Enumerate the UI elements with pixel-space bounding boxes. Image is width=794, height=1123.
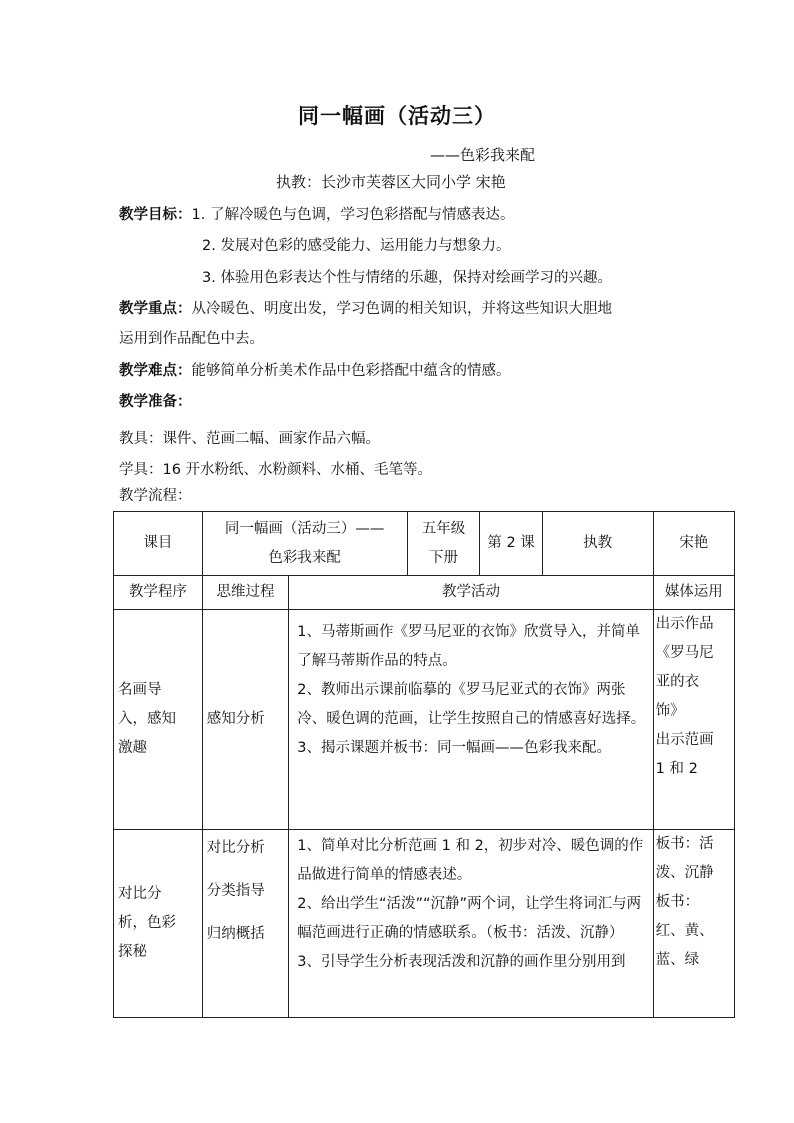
media-line: 出示范画: [655, 732, 714, 748]
lesson-number-cell: 第 2 课: [480, 512, 542, 576]
subject-line-2: 色彩我来配: [268, 549, 341, 566]
procedure-cell: [114, 610, 203, 830]
thinking-line: 对比分析: [206, 840, 265, 856]
media-cell: [653, 830, 734, 1018]
media-cell: [653, 610, 734, 830]
media-line: 泼、沉静: [655, 865, 714, 881]
key-point-line-2: 运用到作品配色中去。: [119, 331, 264, 347]
grade-cell: [407, 512, 480, 576]
goal-line-1: [119, 203, 514, 224]
media-line: 《罗马尼: [655, 645, 714, 661]
procedure-line: 析，色彩: [118, 915, 176, 931]
teach-label-cell: 执教: [542, 512, 653, 576]
lesson-table: [113, 511, 735, 1018]
thinking-cell: [202, 830, 289, 1018]
activities-cell: [289, 830, 653, 1018]
media-line: 1 和 2: [655, 761, 698, 777]
header-thinking: 思维过程: [202, 576, 289, 610]
media-line: 亚的衣: [655, 674, 700, 690]
procedure-cell: [114, 830, 203, 1018]
procedure-line: 激趣: [118, 740, 147, 756]
header-media: 媒体运用: [653, 576, 734, 610]
key-point-text: 从冷暖色、明度出发，学习色调的相关知识，并将这些知识大胆地: [191, 301, 612, 317]
goal-item-1: 1. 了解冷暖色与色调，学习色彩搭配与情感表达。: [191, 207, 515, 223]
activity-item: 2、给出学生“活泼”“沉静”两个词，让学生将词汇与两幅范画进行正确的情感联系。（板书：活泼、沉静）: [297, 896, 642, 941]
subject-line-1: 同一幅画（活动三）——: [224, 520, 385, 537]
table-row: [114, 830, 735, 1018]
header-activities: 教学活动: [289, 576, 653, 610]
procedure-line: 入，感知: [118, 711, 176, 727]
document-subtitle: ——色彩我来配: [430, 146, 536, 164]
goal-label: 教学目标：: [119, 207, 192, 223]
activity-item: 1、简单对比分析范画 1 和 2，初步对冷、暖色调的作品做进行简单的情感表述。: [297, 838, 644, 883]
table-header-row: [114, 576, 735, 610]
activities-cell: [289, 610, 653, 830]
header-procedure: 教学程序: [114, 576, 203, 610]
thinking-line: 分类指导: [206, 883, 265, 899]
goal-item-3: 3. 体验用色彩表达个性与情绪的乐趣，保持对绘画学习的兴趣。: [202, 270, 612, 286]
goal-item-2: 2. 发展对色彩的感受能力、运用能力与想象力。: [202, 238, 511, 254]
student-tools: 学具：16 开水粉纸、水粉颜料、水桶、毛笔等。: [119, 462, 433, 478]
key-point-line-1: [119, 297, 612, 318]
procedure-line: 名画导: [118, 682, 162, 698]
procedure-line: 探秘: [118, 944, 147, 960]
table-row: [114, 610, 735, 830]
media-line: 出示作品: [655, 616, 714, 632]
media-line: 板书：: [655, 894, 700, 910]
flow-label: 教学流程：: [119, 488, 192, 504]
activity-item: 1、马蒂斯画作《罗马尼亚的衣饰》欣赏导入，并简单了解马蒂斯作品的特点。: [297, 624, 641, 669]
grade-line-2: 下册: [429, 549, 458, 566]
key-point-label: 教学重点：: [119, 301, 192, 317]
subject-label-cell: 课目: [114, 512, 203, 576]
procedure-line: 对比分: [118, 886, 162, 902]
thinking-line: 归纳概括: [206, 926, 265, 942]
activity-item: 3、揭示课题并板书：同一幅画——色彩我来配。: [297, 740, 612, 756]
subject-cell: [202, 512, 407, 576]
activity-item: 3、引导学生分析表现活泼和沉静的画作里分别用到: [297, 954, 626, 970]
activity-item: 2、教师出示课前临摹的《罗马尼亚式的衣饰》两张冷、暖色调的范画，让学生按照自己的情感喜好选择。: [297, 682, 646, 727]
prep-label: 教学准备：: [119, 394, 192, 410]
media-line: 板书：活: [655, 836, 714, 852]
thinking-cell: 感知分析: [202, 610, 289, 830]
media-line: 红、黄、: [655, 923, 714, 939]
teacher-tools: 教具：课件、范画二幅、画家作品六幅。: [119, 431, 380, 447]
media-line: 蓝、绿: [655, 952, 700, 968]
document-title: 同一幅画（活动三）: [298, 104, 496, 128]
difficulty-line: [119, 359, 511, 380]
teacher-name-cell: 宋艳: [653, 512, 734, 576]
media-line: 饰》: [655, 703, 685, 719]
grade-line-1: 五年级: [421, 520, 466, 537]
difficulty-text: 能够简单分析美术作品中色彩搭配中蕴含的情感。: [191, 363, 511, 379]
difficulty-label: 教学难点：: [119, 363, 192, 379]
table-info-row: [114, 512, 735, 576]
teacher-line: 执教：长沙市芙蓉区大同小学 宋艳: [276, 173, 506, 191]
